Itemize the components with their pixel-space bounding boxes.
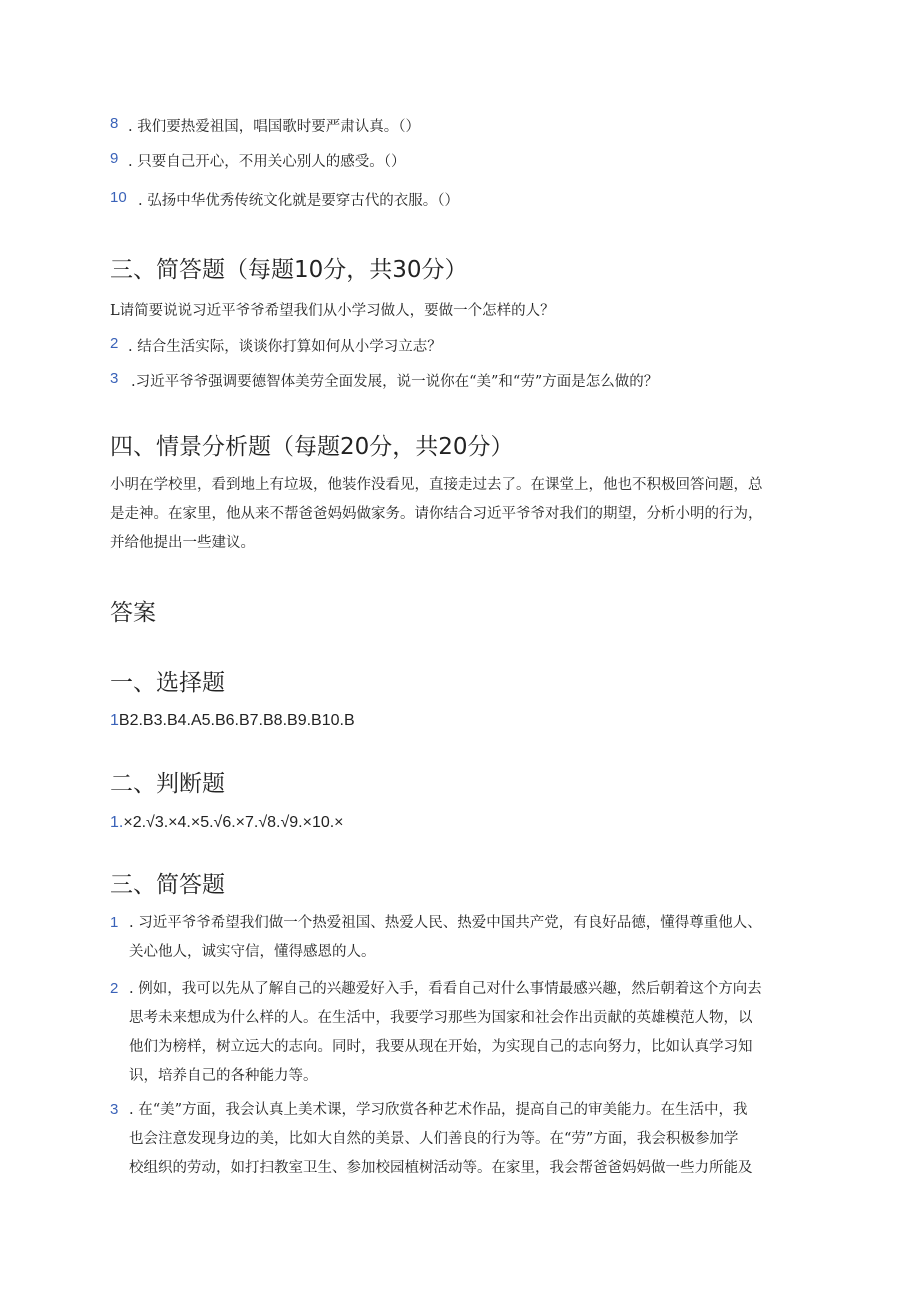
answer-text: ×2.√3.×4.×5.√6.×7.√8.√9.×10.×	[123, 814, 344, 831]
paragraph-line: 是走神。在家里，他从来不帮爸爸妈妈做家务。请你结合习近平爷爷对我们的期望，分析小明的行为，	[110, 506, 763, 522]
question-2: . 结合生活实际，谈谈你打算如何从小学习立志？	[128, 339, 442, 355]
answer-prefix: 1.	[110, 814, 124, 831]
section-heading-scenario: 四、情景分析题（每题20分，共20分）	[110, 434, 514, 460]
answer-number: 1	[110, 914, 119, 931]
question-number: 2	[110, 335, 119, 352]
answers-short-heading: 三、简答题	[110, 872, 225, 898]
question-1: L请简要说说习近平爷爷希望我们从小学习做人，要做一个怎样的人？	[110, 303, 555, 319]
answers-title: 答案	[110, 600, 156, 626]
paragraph-line: 识，培养自己的各种能力等。	[129, 1068, 318, 1084]
paragraph-line: 他们为榜样，树立远大的志向。同时，我要从现在开始，为实现自己的志向努力，比如认真学习知	[129, 1039, 753, 1055]
paragraph-line: . 例如，我可以先从了解自己的兴趣爱好入手，看看自己对什么事情最感兴趣，然后朝着这个方向去	[129, 981, 762, 997]
short-answer-2	[129, 975, 762, 1091]
question-3: .习近平爷爷强调要德智体美劳全面发展，说一说你在“美”和“劳”方面是怎么做的？	[131, 374, 659, 390]
short-answer-3	[129, 1096, 753, 1183]
answer-number: 3	[110, 1101, 119, 1118]
answers-choice-heading: 一、选择题	[110, 670, 225, 696]
answer-number: 2	[110, 980, 119, 997]
paragraph-line: . 习近平爷爷希望我们做一个热爱祖国、热爱人民、热爱中国共产党，有良好品德，懂得尊重他人、	[129, 915, 762, 931]
question-number: 3	[110, 370, 119, 387]
judge-answers	[110, 814, 344, 832]
judge-item-number: 9	[110, 150, 119, 167]
choice-answers	[110, 712, 355, 730]
section-heading-short-answer: 三、简答题（每题10分，共30分）	[110, 257, 468, 283]
judge-item-number: 8	[110, 115, 119, 132]
answer-prefix: 1	[110, 712, 119, 729]
judge-item-text: . 我们要热爱祖国，唱国歌时要严肃认真。（）	[128, 119, 420, 135]
short-answer-1	[129, 909, 762, 967]
judge-item-text: . 只要自己开心，不用关心别人的感受。（）	[128, 154, 406, 170]
paragraph-line: 小明在学校里，看到地上有垃圾，他装作没看见，直接走过去了。在课堂上，他也不积极回答问题，总	[110, 477, 763, 493]
paragraph-line: . 在“美”方面，我会认真上美术课，学习欣赏各种艺术作品，提高自己的审美能力。在生活中，我	[129, 1102, 748, 1118]
paragraph-line: 并给他提出一些建议。	[110, 535, 255, 551]
answers-judge-heading: 二、判断题	[110, 771, 225, 797]
judge-item-number: 10	[110, 189, 127, 206]
paragraph-line: 也会注意发现身边的美，比如大自然的美景、人们善良的行为等。在“劳”方面，我会积极参加学	[129, 1131, 739, 1147]
paragraph-line: 思考未来想成为什么样的人。在生活中，我要学习那些为国家和社会作出贡献的英雄模范人物，以	[129, 1010, 753, 1026]
paragraph-line: 校组织的劳动，如打扫教室卫生、参加校园植树活动等。在家里，我会帮爸爸妈妈做一些力所能及	[129, 1160, 753, 1176]
judge-item-text: . 弘扬中华优秀传统文化就是要穿古代的衣服。（）	[138, 193, 459, 209]
paragraph-line: 关心他人，诚实守信，懂得感恩的人。	[129, 944, 376, 960]
answer-text: B2.B3.B4.A5.B6.B7.B8.B9.B10.B	[118, 712, 355, 729]
scenario-paragraph	[110, 471, 763, 558]
